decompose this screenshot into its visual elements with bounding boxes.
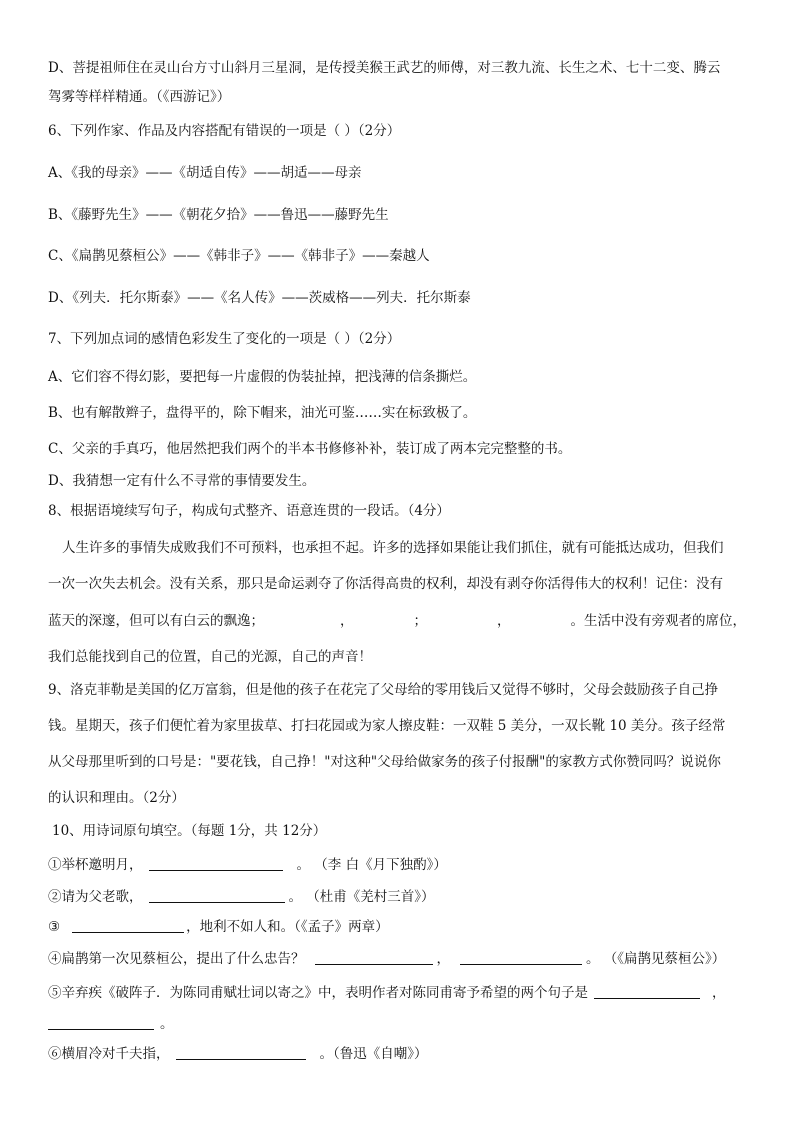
q10-item-5 (48, 983, 726, 1003)
q10-item2-suffix: 。 （杜甫《羌村三首》） (288, 889, 435, 905)
q10-item3-blank[interactable] (72, 918, 184, 933)
q10-item2-prefix: ②请为父老歌， (48, 889, 143, 905)
q8-line3-comma1: ， (340, 613, 354, 629)
q7-option-c: C、父亲的手真巧，他居然把我们两个的半本书修修补补，装订成了两本完完整整的书。 (48, 441, 572, 457)
q8-line3-comma2: ， (497, 613, 511, 629)
q10-item1-prefix: ①举杯邀明月， (48, 857, 143, 873)
q6-option-a: A、《我的母亲》——《胡适自传》——胡适——母亲 (48, 165, 362, 181)
q10-item4-suffix: 。 （《扁鹊见蔡桓公》） (586, 951, 726, 967)
q8-stem: 8、根据语境续写句子，构成句式整齐、语意连贯的一段话。（4分） (48, 503, 450, 519)
q6-option-d: D、《列夫．托尔斯泰》——《名人传》——茨威格——列夫．托尔斯泰 (48, 290, 471, 306)
q6-option-c: C、《扁鹊见蔡桓公》——《韩非子》——《韩非子》——秦越人 (48, 248, 430, 264)
q10-item-2 (48, 887, 435, 907)
q10-item3-prefix: ③ (48, 919, 61, 935)
q10-stem: 10、用诗词原句填空。（每题 1分，共 12分） (52, 823, 327, 839)
q9-line3: 从父母那里听到的口号是："要花钱，自己挣！"对这种"父母给做家务的孩子付报酬"的家教方式你赞同吗？说说你 (48, 754, 721, 770)
q5-option-d-line1: D、菩提祖师住在灵山台方寸山斜月三星洞，是传授美猴王武艺的师傅，对三教九流、长生之术、七十二变、腾云 (48, 60, 721, 76)
q10-item-6 (48, 1044, 428, 1064)
q8-line3-start: 蓝天的深邃，但可以有白云的飘逸； (48, 613, 264, 629)
q10-item1-blank[interactable] (149, 856, 283, 871)
q8-passage-line4: 我们总能找到自己的位置，自己的光源，自己的声音！ (48, 649, 372, 665)
q7-option-d: D、我猜想一定有什么不寻常的事情要发生。 (48, 473, 316, 489)
q9-line2: 钱。星期天，孩子们便忙着为家里拔草、打扫花园或为家人擦皮鞋：一双鞋 5 美分，一双长靴 10 美分。孩子经常 (48, 718, 726, 734)
q10-item5-period: 。 (160, 1016, 174, 1032)
q10-item6-suffix: 。（鲁迅《自嘲》） (319, 1046, 428, 1062)
q10-item4-prefix: ④扁鹊第一次见蔡桓公，提出了什么忠告？ (48, 951, 305, 967)
q10-item6-blank[interactable] (176, 1045, 306, 1060)
q7-stem: 7、下列加点词的感情色彩发生了变化的一项是（ ）（2分） (48, 331, 401, 347)
q10-item4-blank2[interactable] (460, 950, 582, 965)
q10-item4-blank1[interactable] (315, 950, 433, 965)
q10-item5-prefix: ⑤辛弃疾《破阵子．为陈同甫赋壮词以寄之》中，表明作者对陈同甫寄予希望的两个句子是 (48, 985, 588, 1001)
q10-item6-prefix: ⑥横眉冷对千夫指， (48, 1046, 170, 1062)
q10-item-1 (48, 855, 447, 875)
q10-item2-blank[interactable] (149, 888, 285, 903)
q8-passage-line3 (48, 611, 746, 631)
q9-line4: 的认识和理由。（2分） (48, 790, 185, 806)
q10-item-5-cont (48, 1014, 174, 1034)
q10-item5-comma: ， (712, 985, 726, 1001)
q10-item1-suffix: 。 （李 白《月下独酌》） (296, 857, 447, 873)
q8-line3-end: 。生活中没有旁观者的席位， (570, 613, 746, 629)
q5-option-d-line2: 驾雾等样样精通。（《西游记》） (48, 89, 231, 105)
q6-option-b: B、《藤野先生》——《朝花夕拾》——鲁迅——藤野先生 (48, 207, 389, 223)
q10-item5-blank1[interactable] (594, 984, 700, 999)
q7-option-a: A、它们容不得幻影，要把每一片虚假的伪装扯掉，把浅薄的信条撕烂。 (48, 369, 477, 385)
q10-item4-comma: ， (436, 951, 450, 967)
q7-option-b: B、也有解散辫子，盘得平的，除下帽来，油光可鉴……实在标致极了。 (48, 405, 477, 421)
q8-passage-line2: 一次一次失去机会。没有关系，那只是命运剥夺了你活得高贵的权利，却没有剥夺你活得伟大的权利！记住：没有 (48, 576, 723, 592)
q10-item5-blank2[interactable] (48, 1015, 154, 1030)
q8-line3-semicolon: ； (413, 613, 427, 629)
q10-item-3 (48, 917, 389, 937)
q6-stem: 6、下列作家、作品及内容搭配有错误的一项是（ ）（2分） (48, 123, 401, 139)
q10-item-4 (48, 949, 725, 969)
q10-item3-suffix: ，地利不如人和。（《孟子》两章） (186, 919, 389, 935)
q9-line1: 9、洛克菲勒是美国的亿万富翁，但是他的孩子在花完了父母给的零用钱后又觉得不够时，父母会鼓励孩子自己挣 (48, 682, 719, 698)
q8-passage-line1: 人生许多的事情失成败我们不可预料，也承担不起。许多的选择如果能让我们抓住，就有可能抵达成功，但我们 (62, 540, 724, 556)
